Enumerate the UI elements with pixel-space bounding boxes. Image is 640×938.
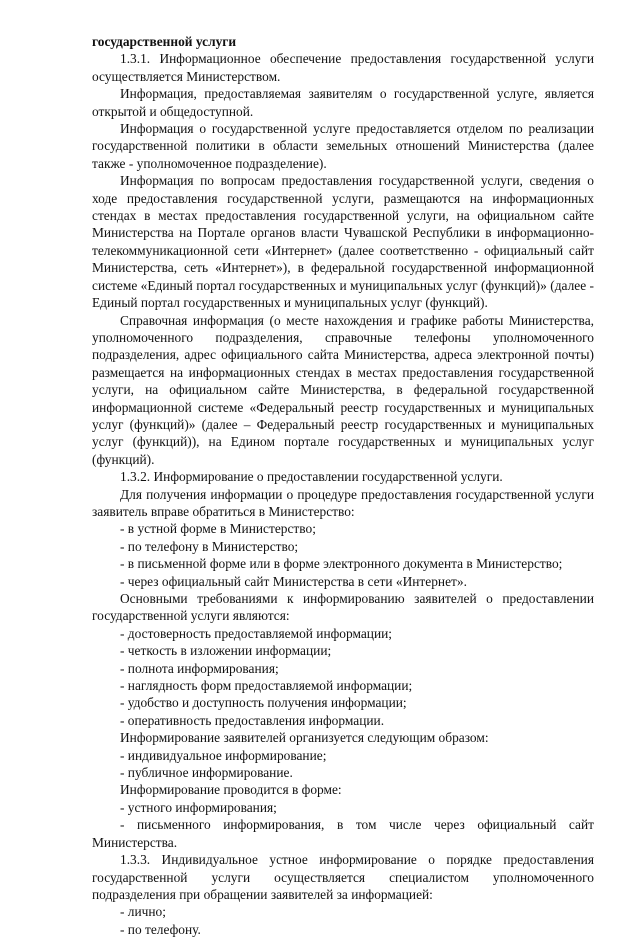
list-item-method-phone: - по телефону.: [120, 921, 201, 937]
list-item-requirement-completeness: - полнота информирования;: [120, 660, 279, 676]
list-item-requirement-clarity: - четкость в изложении информации;: [120, 643, 332, 659]
list-item-method-in-person: - лично;: [120, 904, 166, 920]
list-item-organization-individual: - индивидуальное информирование;: [120, 747, 327, 763]
paragraph-1-3-1: 1.3.1. Информационное обеспечение предоставления государственной услуги осуществляется Министерством.: [92, 51, 594, 84]
paragraph-info-open: Информация, предоставляемая заявителям о государственной услуге, является открытой и общедоступной.: [92, 86, 594, 119]
paragraph-obtain-info: Для получения информации о процедуре предоставления государственной услуги заявитель вправе обратиться в Министерство:: [92, 486, 594, 519]
paragraph-1-3-3: 1.3.3. Индивидуальное устное информирование о порядке предоставления государственной услуги осуществляется специалистом уполномоченного подразделения при обращении заявителей за информацией:: [92, 852, 594, 902]
list-item-contact-website: - через официальный сайт Министерства в сети «Интернет».: [120, 573, 467, 589]
section-heading: государственной услуги: [92, 34, 237, 49]
paragraph-reference-info: Справочная информация (о месте нахождения и графике работы Министерства, уполномоченного подразделения, справочные телефоны уполномоченного подразделения, адрес официального сайта Министерства, адреса электронной почты) размещается на информационных стендах в местах предоставления государственной услуги, на официальном сайте Министерства, в федеральной государственной информационной системе «Федеральный реестр государственных и муниципальных услуг (функций)» (далее – Федеральный реестр государственных и муниципальных услуг (функций)), на Едином портале государственных и муниципальных услуг (функций).: [92, 312, 594, 467]
paragraph-info-department: Информация о государственной услуге предоставляется отделом по реализации государственной политики в области земельных отношений Министерства (далее также - уполномоченное подразделение).: [92, 121, 594, 171]
list-item-requirement-reliability: - достоверность предоставляемой информации;: [120, 625, 393, 641]
list-item-organization-public: - публичное информирование.: [120, 765, 293, 781]
paragraph-organization-intro: Информирование заявителей организуется следующим образом:: [120, 730, 489, 746]
paragraph-requirements-intro: Основными требованиями к информированию заявителей о предоставлении государственной услуги являются:: [92, 591, 594, 624]
list-item-contact-phone: - по телефону в Министерство;: [120, 538, 299, 554]
paragraph-1-3-2: 1.3.2. Информирование о предоставлении государственной услуги.: [120, 469, 503, 485]
list-item-contact-written: - в письменной форме или в форме электронного документа в Министерство;: [120, 556, 563, 572]
paragraph-form-intro: Информирование проводится в форме:: [120, 782, 342, 798]
list-item-contact-oral: - в устной форме в Министерство;: [120, 521, 316, 537]
list-item-form-written: - письменного информирования, в том числе через официальный сайт Министерства.: [92, 817, 594, 850]
list-item-requirement-promptness: - оперативность предоставления информации.: [120, 712, 385, 728]
list-item-requirement-visibility: - наглядность форм предоставляемой информации;: [120, 678, 413, 694]
list-item-form-oral: - устного информирования;: [120, 799, 277, 815]
paragraph-info-placement: Информация по вопросам предоставления государственной услуги, сведения о ходе предоставления государственной услуги, размещаются на информационных стендах в местах предоставления государственной услуги, на официальном сайте Министерства на Портале органов власти Чувашской Республики в информационно-телекоммуникационной сети «Интернет» (далее соответственно - официальный сайт Министерства, сеть «Интернет»), в федеральной государственной информационной системе «Единый портал государственных и муниципальных услуг (функций)» (далее - Единый портал государственных и муниципальных услуг (функций).: [92, 173, 594, 311]
list-item-requirement-accessibility: - удобство и доступность получения информации;: [120, 695, 407, 711]
